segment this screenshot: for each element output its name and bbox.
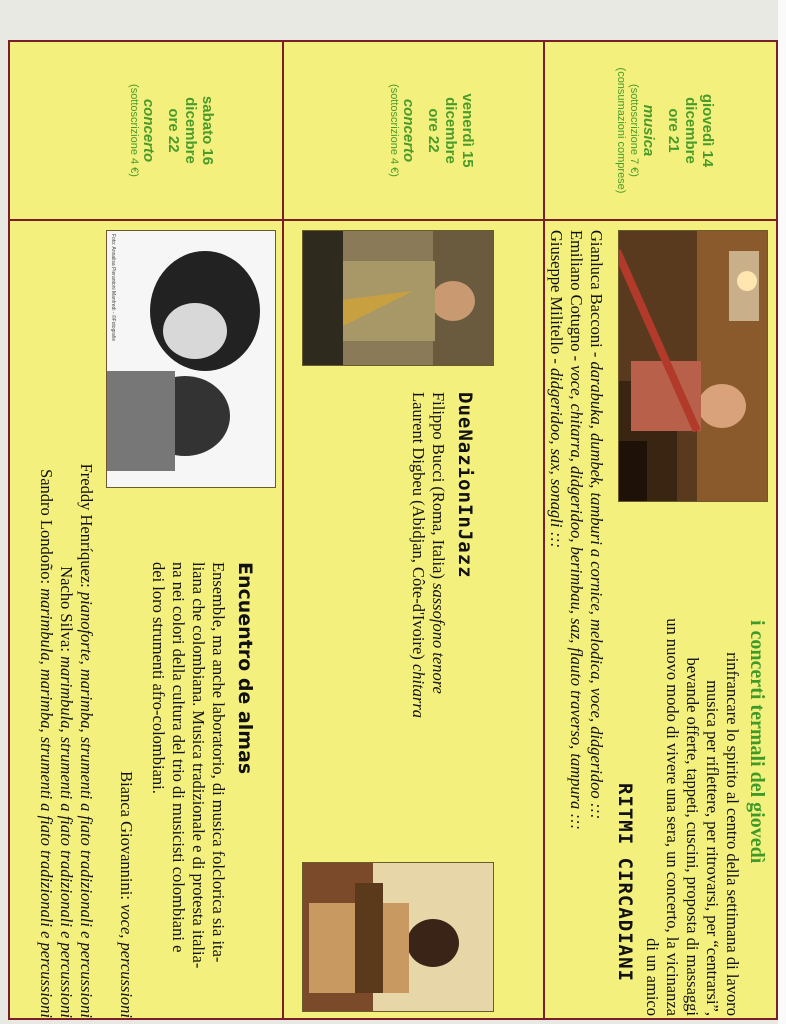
event-1-musician-2 (566, 230, 586, 1020)
musicians-photo (618, 230, 768, 502)
flyer-page (8, 40, 778, 1020)
musician-name: Gianluca Bacconi - (587, 230, 606, 362)
intro-line-3: bevande offerte, tappeti, cuscini, proposta di massaggi (683, 657, 702, 1016)
event-2-day: venerdì 15 (459, 93, 476, 168)
intro-line-4: un nuovo modo di vivere una sera, un concerto, la vicinanza (663, 618, 682, 1016)
column-divider (10, 219, 776, 221)
event-3-description-line-2: liana che colombiana. Musica tradizionale e di protesta italia- (189, 562, 208, 969)
event-3-musician-2 (76, 242, 96, 1018)
event-2-sub: (sottoscrizione 4 €) (388, 84, 400, 177)
duo-photo (106, 230, 276, 488)
event-1-musician-1 (586, 230, 606, 1020)
event-1-month: dicembre (682, 97, 699, 164)
event-2-month: dicembre (442, 97, 459, 164)
musician-name: Giuseppe Militello - (547, 230, 566, 368)
musician-instruments: voce, percussioni (117, 904, 136, 1018)
musician-name: Sandro Londoño: (37, 469, 56, 589)
musician-instruments: voce, chitarra, didgeridoo, berimbau, saz, flauto traverso, tampura ::: (567, 365, 586, 830)
band-name: Encuentro de almas (234, 562, 256, 775)
event-3-description-line-4: dei loro strumenti afro-colombiani. (149, 562, 168, 794)
event-3-sub: (sottoscrizione 4 €) (128, 84, 140, 177)
musician-instruments: sassofono tenore (429, 583, 448, 694)
event-3-day: sabato 16 (199, 95, 216, 166)
intro-line-1: rinfrancare lo spirito al centro della settimana di lavoro (723, 652, 742, 1016)
event-3-musician-1 (116, 562, 136, 1018)
event-1-kind: musica (640, 104, 657, 157)
row-divider-1 (543, 42, 545, 1018)
intro-line-5: di un amico (643, 938, 662, 1016)
musician-instruments: marimbula, strumenti a fiato tradizionali e percussioni (57, 656, 76, 1018)
event-3-time: ore 22 (165, 108, 182, 153)
event-1-band-title (614, 742, 636, 982)
photo-credit: Foto: Annalisa Pierantoni Manfredi - ©Fotografie (110, 234, 116, 342)
event-3-band-title (234, 562, 256, 862)
scan-edge (778, 0, 786, 1024)
event-2-time: ore 22 (425, 108, 442, 153)
event-3-musician-4 (36, 242, 56, 1018)
row-divider-2 (282, 42, 284, 1018)
event-1-date-block (614, 42, 716, 219)
band-name: RITMI CIRCADIANI (614, 782, 636, 982)
intro-line-2: musica per riflettere, per ritrovarsi, per “centrarsi”, (703, 680, 722, 1016)
event-2-kind: concerto (400, 98, 417, 163)
event-3-description-line-1: Ensemble, ma anche laboratorio, di musica folclorica sia ita- (209, 562, 228, 963)
musician-name: Freddy Henríquez: (77, 463, 96, 592)
musician-instruments: chitarra (409, 663, 428, 719)
musician-instruments: darabuka, dumbek, tamburi a cornice, melodica, voce, didgeridoo ::: (587, 361, 606, 820)
musician-name: Emiliano Cotugno - (567, 230, 586, 366)
header-title: i concerti termali del giovedì (746, 620, 768, 864)
event-3-musician-3 (56, 242, 76, 1018)
event-1-subscription: (sottoscrizione 7 €) (628, 84, 640, 177)
musician-instruments: didgeridoo, sax, sonagli ::: (547, 367, 566, 549)
event-3-description-line-3: na nei colori della cultura del trio di musicisti colombiani e (169, 562, 188, 953)
guitarist-photo (302, 862, 494, 1012)
musician-name: Laurent Digbeu (Abidjan, Côte-d'Ivoire) (409, 392, 428, 664)
event-2-musician-2 (408, 392, 428, 852)
musician-name: Filippo Bucci (Roma, Italia) (429, 392, 448, 584)
musician-name: Bianca Giovannini: (117, 771, 136, 905)
event-2-musician-1 (428, 392, 448, 852)
musician-name: Nacho Silva: (57, 566, 76, 657)
event-1-time: ore 21 (665, 108, 682, 153)
musician-instruments: marimbula, marimba, strumenti a fiato tradizionali e percussioni (37, 588, 56, 1018)
musician-instruments: pianoforte, marimba, strumenti a fiato tradizionali e percussioni (77, 591, 96, 1018)
event-1-musician-3 (546, 230, 566, 1020)
event-2-band-title (454, 392, 476, 692)
event-2-date-block (387, 42, 476, 219)
band-name: DueNazionInJazz (454, 392, 476, 579)
event-3-month: dicembre (182, 97, 199, 164)
event-1-day: giovedì 14 (699, 93, 716, 168)
event-1-subscription-note: (consumazioni comprese) (615, 67, 627, 194)
saxophonist-photo (302, 230, 494, 366)
event-3-kind: concerto (140, 98, 157, 163)
event-3-date-block (127, 42, 216, 219)
